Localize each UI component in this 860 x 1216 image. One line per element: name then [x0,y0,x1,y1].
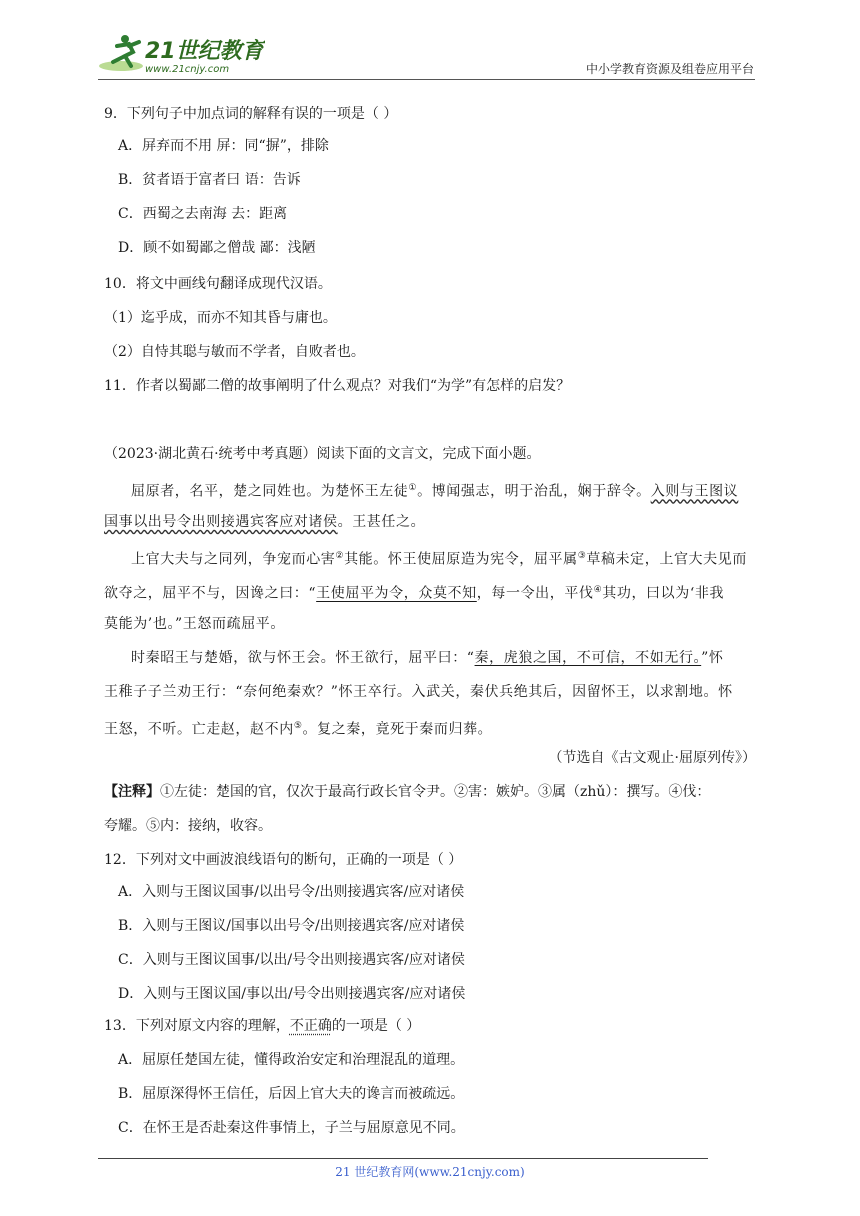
question-9-option-c: C．西蜀之去南海 去：距离 [118,206,288,222]
question-9-stem: 9．下列句子中加点词的解释有误的一项是（ ） [104,106,398,122]
wavy-sentence-part2: 国事以出号令出则接遇宾客应对诸侯 [104,514,338,530]
svg-text:www.21cnjy.com: www.21cnjy.com [145,64,230,75]
header-divider [98,79,755,80]
footer-divider [98,1158,708,1159]
question-12-stem: 12．下列对文中画波浪线语句的断句，正确的一项是（ ） [104,852,463,868]
question-9-option-d: D．顾不如蜀鄙之僧哉 鄙：浅陋 [118,240,316,256]
annotation-line1: 【注释】①左徒：楚国的官，仅次于最高行政长官令尹。②害：嫉妒。③属（zhǔ）：撰写。④伐： [104,784,711,800]
underlined-sentence-2: 秦，虎狼之国，不可信，不如无行。 [474,650,702,666]
question-11-stem: 11．作者以蜀鄙二僧的故事阐明了什么观点？对我们“为学”有怎样的启发？ [104,378,571,394]
passage-p3-line1: 时秦昭王与楚婚，欲与怀王会。怀王欲行，屈平曰：“秦，虎狼之国，不可信，不如无行。”怀 [131,650,724,666]
passage-intro: （2023·湖北黄石·统考中考真题）阅读下面的文言文，完成下面小题。 [104,446,541,462]
question-10-item-1: （1）迄乎成，而亦不知其昏与庸也。 [104,310,337,326]
passage-source: （节选自《古文观止·屈原列传》） [548,750,756,766]
question-12-option-c: C．入则与王图议国事/以出/号令出则接遇宾客/应对诸侯 [118,952,465,968]
logo-21cnjy [95,32,265,76]
passage-p2-line1: 上官大夫与之同列，争宠而心害②其能。怀王使屈原造为宪令，屈平属③草稿未定，上官大夫见而 [131,551,747,568]
underlined-sentence-1: 王使屈平为令，众莫不知 [316,585,477,602]
question-13-stem: 13．下列对原文内容的理解，不正确的一项是（ ） [104,1018,421,1034]
question-13-option-a: A．屈原任楚国左徒，懂得政治安定和治理混乱的道理。 [118,1052,465,1068]
passage-p3-line2: 王稚子子兰劝王行：“奈何绝秦欢？”怀王卒行。入武关，秦伏兵绝其后，因留怀王，以求割地。怀 [104,684,733,700]
emphasis-not-correct: 不正确 [289,1018,332,1034]
svg-text:21世纪教育: 21世纪教育 [145,39,264,64]
wavy-sentence-part1: 入则与王图议 [650,483,739,500]
passage-p2-line3: 莫能为’也。”王怒而疏屈平。 [104,616,286,632]
annotation-line2: 夸耀。⑤内：接纳，收容。 [104,818,272,834]
question-12-option-d: D．入则与王图议国/事以出/号令出则接遇宾客/应对诸侯 [118,986,466,1002]
question-10-item-2: （2）自恃其聪与敏而不学者，自败者也。 [104,344,365,360]
question-13-option-b: B．屈原深得怀王信任，后因上官大夫的谗言而被疏远。 [118,1086,465,1102]
site-tagline: 中小学教育资源及组卷应用平台 [585,62,754,76]
question-12-option-a: A．入则与王图议国事/以出号令/出则接遇宾客/应对诸侯 [118,884,465,900]
question-13-option-c: C．在怀王是否赴秦这件事情上，子兰与屈原意见不同。 [118,1120,465,1136]
passage-p1-line2: 国事以出号令出则接遇宾客应对诸侯。王甚任之。 [104,514,426,530]
annotation-label: 【注释】 [104,784,160,800]
footer-link[interactable]: 21 世纪教育网(www.21cnjy.com) [335,1165,525,1179]
page-header [0,0,860,80]
question-10-stem: 10．将文中画线句翻译成现代汉语。 [104,276,332,292]
question-9-option-b: B．贫者语于富者曰 语：告诉 [118,172,301,188]
question-9-option-a: A．屏弃而不用 屏：同“摒”，排除 [118,138,329,154]
passage-p2-line2: 欲夺之，屈平不与，因谗之曰：“王使屈平为令，众莫不知，每一令出，平伐④其功，曰以为‘非我 [104,585,725,602]
passage-p1-line1: 屈原者，名平，楚之同姓也。为楚怀王左徒①。博闻强志，明于治乱，娴于辞令。入则与王图议 [131,483,739,500]
passage-p3-line3: 王怒，不听。亡走赵，赵不内⑤。复之秦，竟死于秦而归葬。 [104,721,493,738]
question-12-option-b: B．入则与王图议/国事以出号令/出则接遇宾客/应对诸侯 [118,918,465,934]
